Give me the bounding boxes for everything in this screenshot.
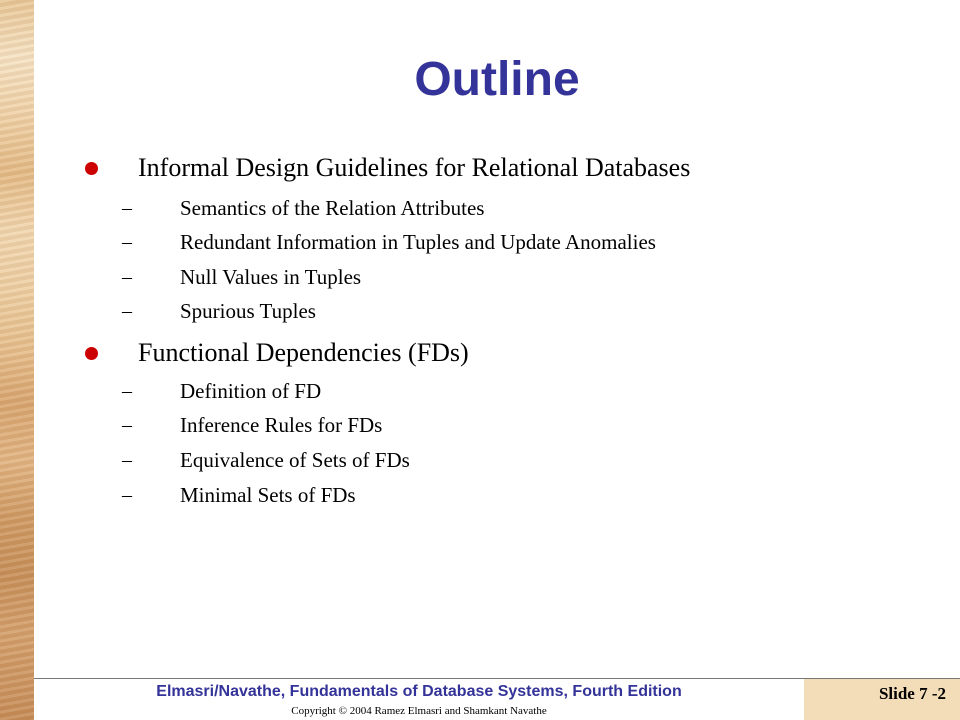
sub-item — [122, 481, 356, 509]
outline-bullet-1 — [85, 148, 690, 188]
sub-item — [122, 411, 382, 439]
sub-item-text: Redundant Information in Tuples and Update Anomalies — [180, 229, 656, 254]
sub-item — [122, 446, 410, 474]
sub-item — [122, 194, 484, 222]
slide-number: Slide 7 -2 — [878, 684, 946, 703]
red-bullet-icon — [85, 347, 98, 360]
sub-item-text: Definition of FD — [180, 378, 322, 403]
footer-book-title: Elmasri/Navathe, Fundamentals of Database Systems, Fourth Edition — [156, 683, 682, 700]
dash-icon: – — [122, 265, 132, 288]
dash-icon: – — [122, 230, 132, 253]
decorative-sand-strip — [0, 0, 34, 720]
dash-icon: – — [122, 196, 132, 219]
dash-icon: – — [122, 413, 132, 436]
dash-icon: – — [122, 299, 132, 322]
sub-item-text: Semantics of the Relation Attributes — [180, 195, 485, 220]
sub-item — [122, 263, 361, 291]
sub-item-text: Inference Rules for FDs — [180, 412, 383, 437]
outline-bullet-2 — [85, 333, 469, 373]
sub-item-text: Null Values in Tuples — [180, 264, 362, 289]
sub-item — [122, 377, 321, 405]
sub-item — [122, 297, 316, 325]
slide-title: Outline — [414, 53, 580, 106]
sub-item-text: Equivalence of Sets of FDs — [180, 447, 410, 472]
dash-icon: – — [122, 483, 132, 506]
sub-item-text: Minimal Sets of FDs — [180, 482, 356, 507]
footer-copyright: Copyright © 2004 Ramez Elmasri and Shamkant Navathe — [291, 705, 547, 717]
dash-icon: – — [122, 448, 132, 471]
sub-item — [122, 228, 656, 256]
sub-item-text: Spurious Tuples — [180, 298, 316, 323]
red-bullet-icon — [85, 162, 98, 175]
slide-number-box — [804, 679, 960, 720]
bullet-text: Functional Dependencies (FDs) — [138, 338, 469, 367]
bullet-text: Informal Design Guidelines for Relational Databases — [138, 153, 691, 182]
dash-icon: – — [122, 379, 132, 402]
